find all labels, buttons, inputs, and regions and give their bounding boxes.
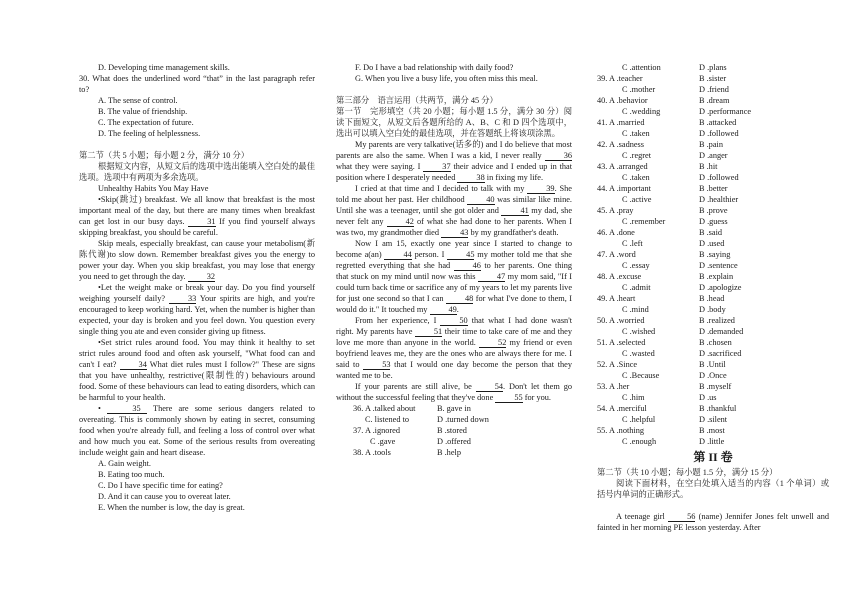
blank-37[interactable]: 37 <box>423 162 450 172</box>
option-right: D .friend <box>699 85 729 94</box>
option-left: 47. A .word <box>597 250 636 259</box>
option-left: C .him <box>622 393 645 402</box>
blank-47[interactable]: 47 <box>478 272 505 282</box>
option-left: 39. A .teacher <box>597 74 643 83</box>
option-right: B .sister <box>699 74 727 83</box>
blank-43[interactable]: 43 <box>441 228 468 238</box>
option-left: C .regret <box>622 151 652 160</box>
blank-42[interactable]: 42 <box>387 217 414 227</box>
option-row <box>597 73 829 84</box>
q30-option-a: A. The sense of control. <box>98 96 178 105</box>
passage-title: Unhealthy Habits You May Have <box>98 184 209 193</box>
option-left: C .left <box>622 239 643 248</box>
q37-row-2: C .gave D .offered <box>370 437 471 446</box>
option-row <box>597 249 829 260</box>
section-2-heading: 第二节（共 5 小题；每小题 2 分，满分 10 分） <box>79 151 250 160</box>
option-left: C .enough <box>622 437 657 446</box>
option-row <box>597 337 829 348</box>
option-right: D .demanded <box>699 327 744 336</box>
option-left: C .wedding <box>622 107 661 116</box>
option-f: F. Do I have a bad relationship with daily food? <box>355 63 514 72</box>
option-row <box>597 326 829 337</box>
blank-53[interactable]: 53 <box>363 360 390 370</box>
option-row <box>597 304 829 315</box>
option-row <box>597 117 829 128</box>
blank-55[interactable]: 55 <box>495 393 522 403</box>
option-right: D .us <box>699 393 717 402</box>
option-left: 46. A .done <box>597 228 635 237</box>
option-left: 52. A .Since <box>597 360 638 369</box>
option-left: C .wasted <box>622 349 655 358</box>
column-1 <box>79 62 315 513</box>
option-left: C .taken <box>622 173 650 182</box>
blank-40[interactable]: 40 <box>467 195 494 205</box>
option-right: B .saying <box>699 250 731 259</box>
option-left: C .mind <box>622 305 649 314</box>
blank-41[interactable]: 41 <box>501 206 528 216</box>
option-left: C .remember <box>622 217 666 226</box>
option-a: A. Gain weight. <box>98 459 151 468</box>
option-right: B .explain <box>699 272 734 281</box>
option-right: D .sentence <box>699 261 738 270</box>
option-right: D .apologize <box>699 283 742 292</box>
option-row <box>597 436 829 447</box>
option-right: D .healthier <box>699 195 739 204</box>
option-row <box>597 370 829 381</box>
option-e: E. When the number is low, the day is great. <box>98 503 245 512</box>
part-3-heading: 第三部分 语言运用（共两节，满分 45 分） <box>336 96 498 105</box>
question-30: 30. What does the underlined word “that” in the last paragraph refer to? <box>79 74 315 94</box>
cloze-paragraph-2: I cried at that time and I decided to talk with my 39. She told me about her past. Her childhood 40 was similar like mine. Until she was a teenager, until she got older and 41 my dad, she never felt any 42 of what she had done to her parents. When I was two, my grandmother died 43 by my grandfather's death. <box>336 184 573 237</box>
section-1-instructions: 第一节 完形填空（共 20 小题；每小题 1.5 分，满分 30 分）阅读下面短文，从短文后各题所给的 A、B、C 和 D 四个选项中，选出可以填入空白处的最佳选项，并在答题纸上将该项涂黑。 <box>336 107 572 138</box>
option-row <box>597 414 829 425</box>
option-right: B .head <box>699 294 725 303</box>
option-left: 50. A .worried <box>597 316 645 325</box>
option-left: 51. A .selected <box>597 338 646 347</box>
option-row <box>597 216 829 227</box>
option-right: B .better <box>699 184 728 193</box>
option-left: C .essay <box>622 261 650 270</box>
option-right: B .realized <box>699 316 735 325</box>
part-2-title: 第 II 卷 <box>693 450 733 464</box>
option-row <box>597 425 829 436</box>
q30-option-b: B. The value of friendship. <box>98 107 188 116</box>
blank-48[interactable]: 48 <box>446 294 473 304</box>
paragraph-overeating: • 35 There are some serious dangers related to overeating. This is commonly shown by eating in secret, consuming food when you're already full, and feeling a loss of control over what and how much you eat. Some of the serious results from overeating include weight gain and heart disease. <box>79 404 315 457</box>
option-right: D .little <box>699 437 725 446</box>
blank-49[interactable]: 49 <box>430 305 457 315</box>
blank-56[interactable]: 56 <box>668 512 695 522</box>
cloze-paragraph-1: My parents are very talkative(话多的) and I do believe that most parents are also the same. When I was a kid, I never really 36 what they were saying. I 37 their advice and I ended up in that position where I desperately needed 38 in fixing my life. <box>336 140 573 182</box>
paragraph-strict-rules: •Set strict rules around food. You may think it healthy to set strict rules around food and often ask yourself, "What food can and can't I eat? 34 What diet rules must I follow?" These are signs that you have unhealthy, restrictive(限制性的) behaviours around food. Some of these behaviours can lead to eating disorders, which can be harmful to your health. <box>79 338 316 402</box>
option-row <box>597 128 829 139</box>
option-right: D .performance <box>699 107 752 116</box>
option-right: B .prove <box>699 206 728 215</box>
option-row <box>597 282 829 293</box>
option-right: B .most <box>699 426 725 435</box>
option-row <box>597 315 829 326</box>
option-left: 43. A .arranged <box>597 162 648 171</box>
option-left: 45. A .pray <box>597 206 634 215</box>
blank-39[interactable]: 39 <box>527 184 554 194</box>
option-row <box>597 161 829 172</box>
option-left: 42. A .sadness <box>597 140 645 149</box>
blank-50[interactable]: 50 <box>440 316 467 326</box>
option-right: D .followed <box>699 173 739 182</box>
option-right: D .followed <box>699 129 739 138</box>
option-row <box>597 260 829 271</box>
option-left: C .active <box>622 195 652 204</box>
q37-row-1: 37. A .ignored B .stored <box>353 426 467 435</box>
cloze-paragraph-5: If your parents are still alive, be 54. Don't let them go without the successful feeling that they've done 55 for you. <box>336 382 573 402</box>
grammar-paragraph-1: A teenage girl 56 (name) Jennifer Jones felt unwell and fainted in her morning PE lesson yesterday. After <box>597 512 830 532</box>
blank-38[interactable]: 38 <box>457 173 484 183</box>
blank-52[interactable]: 52 <box>479 338 506 348</box>
option-right: D .guess <box>699 217 728 226</box>
cloze-paragraph-4: From her experience, I 50 that what I had done wasn't right. My parents have 51 their time to take care of me and they love me more than anyone in the world. 52 my friend or even boyfriend leaves me, they are the ones who are always there for me. I said to 53 that I would one day become the person that they wanted me to be. <box>336 316 573 380</box>
q30-option-d: D. The feeling of helplessness. <box>98 129 201 138</box>
option-row <box>597 348 829 359</box>
option-row <box>597 392 829 403</box>
paragraph-skip-meals: Skip meals, especially breakfast, can cause your metabolism(新陈代谢)to slow down. Remember breakfast gives you the energy to power your day. When you skip breakfast, you may lose that energy you need to get through the day. 32 <box>79 239 315 281</box>
option-right: B .chosen <box>699 338 732 347</box>
blank-36[interactable]: 36 <box>545 151 572 161</box>
option-right: D .plans <box>699 63 727 72</box>
option-left: 54. A .merciful <box>597 404 647 413</box>
option-left: 44. A .important <box>597 184 651 193</box>
q36-row-1: 36. A .talked about B. gave in <box>353 404 471 413</box>
paragraph-weight: •Let the weight make or break your day. Do you find yourself weighing yourself daily? 33 Your spirits are high, and you're encouraged to keep working hard. Yet, when the number is higher than expected, your day is broken and you feel down. You question every single thing you ate and even consider giving up fitness. <box>79 283 315 336</box>
option-d: D. And it can cause you to overeat later. <box>98 492 231 501</box>
option-left: C .admit <box>622 283 651 292</box>
option-row <box>597 62 829 73</box>
option-left: C .attention <box>622 63 661 72</box>
blank-54[interactable]: 54 <box>476 382 503 392</box>
blank-44[interactable]: 44 <box>384 250 411 260</box>
blank-51[interactable]: 51 <box>415 327 442 337</box>
option-row <box>597 205 829 216</box>
option-row <box>597 271 829 282</box>
option-right: B .myself <box>699 382 732 391</box>
option-row <box>597 403 829 414</box>
option-right: D .used <box>699 239 725 248</box>
option-right: D .anger <box>699 151 728 160</box>
q36-row-2: C. listened to D .turned down <box>365 415 489 424</box>
option-row <box>597 106 829 117</box>
option-row <box>597 238 829 249</box>
option-row <box>597 95 829 106</box>
option-right: D .silent <box>699 415 728 424</box>
option-left: C .mother <box>622 85 656 94</box>
option-row <box>597 194 829 205</box>
option-row <box>597 150 829 161</box>
blank-33[interactable]: 33 <box>169 294 196 304</box>
blank-34[interactable]: 34 <box>120 360 147 370</box>
option-left: C .wished <box>622 327 656 336</box>
option-right: B .said <box>699 228 723 237</box>
paragraph-skip-breakfast: •Skip(跳过) breakfast. We all know that breakfast is the most important meal of the day, but there are many times when breakfast can get lost in our busy days. 31 If you find yourself always skipping breakfast, you should be careful. <box>79 195 315 237</box>
q29-option-d: D. Developing time management skills. <box>98 63 230 72</box>
option-row <box>597 359 829 370</box>
q38-row-1: 38. A .tools B .help <box>353 448 461 457</box>
option-right: B .Until <box>699 360 726 369</box>
section-2-heading: 第二节（共 10 小题；每小题 1.5 分，满分 15 分） <box>597 468 778 477</box>
option-row <box>597 139 829 150</box>
blank-35[interactable]: 35 <box>107 404 147 414</box>
option-left: 40. A .behavior <box>597 96 648 105</box>
column-2 <box>336 62 572 458</box>
option-row <box>597 227 829 238</box>
option-left: 53. A .her <box>597 382 630 391</box>
column-3 <box>597 62 829 533</box>
option-right: B .pain <box>699 140 723 149</box>
option-row <box>597 381 829 392</box>
option-b: B. Eating too much. <box>98 470 165 479</box>
option-left: C .Because <box>622 371 660 380</box>
section-2-instructions: 根据短文内容，从短文后的选项中选出能填入空白处的最佳选项。选项中有两项为多余选项。 <box>79 162 315 182</box>
option-row <box>597 183 829 194</box>
blank-45[interactable]: 45 <box>447 250 474 260</box>
option-g: G. When you live a busy life, you often miss this meal. <box>355 74 538 83</box>
option-right: B .thankful <box>699 404 737 413</box>
cloze-options-list <box>597 62 829 447</box>
option-left: 49. A .heart <box>597 294 636 303</box>
cloze-paragraph-3: Now I am 15, exactly one year since I started to change to become a(an) 44 person. I 45 my mother told me that she regretted everything that she had 46 to her parents. One thing that stuck on my mind until now was this 47 my mom said, "If I could turn back time or sacrifice any of my years to let my parents live for just one second so that I can 48 for what I've done to them, I would do it." It touched my 49. <box>336 239 572 314</box>
option-right: D .Once <box>699 371 727 380</box>
option-row <box>597 172 829 183</box>
section-2-instructions: 阅读下面材料，在空白处填入适当的内容（1 个单词）或括号内单词的正确形式。 <box>597 479 829 499</box>
option-right: B .attacked <box>699 118 737 127</box>
q30-option-c: C. The expectation of future. <box>98 118 194 127</box>
option-right: D .body <box>699 305 726 314</box>
option-left: 41. A .married <box>597 118 645 127</box>
option-right: D .sacrificed <box>699 349 742 358</box>
option-left: C .helpful <box>622 415 656 424</box>
option-c: C. Do I have specific time for eating? <box>98 481 223 490</box>
option-right: B .dream <box>699 96 730 105</box>
option-right: B .hit <box>699 162 718 171</box>
option-row <box>597 293 829 304</box>
blank-32[interactable]: 32 <box>188 272 215 282</box>
blank-46[interactable]: 46 <box>454 261 481 271</box>
option-left: 55. A .nothing <box>597 426 645 435</box>
option-left: 48. A .excuse <box>597 272 642 281</box>
option-row <box>597 84 829 95</box>
option-left: C .taken <box>622 129 650 138</box>
blank-31[interactable]: 31 <box>188 217 215 227</box>
